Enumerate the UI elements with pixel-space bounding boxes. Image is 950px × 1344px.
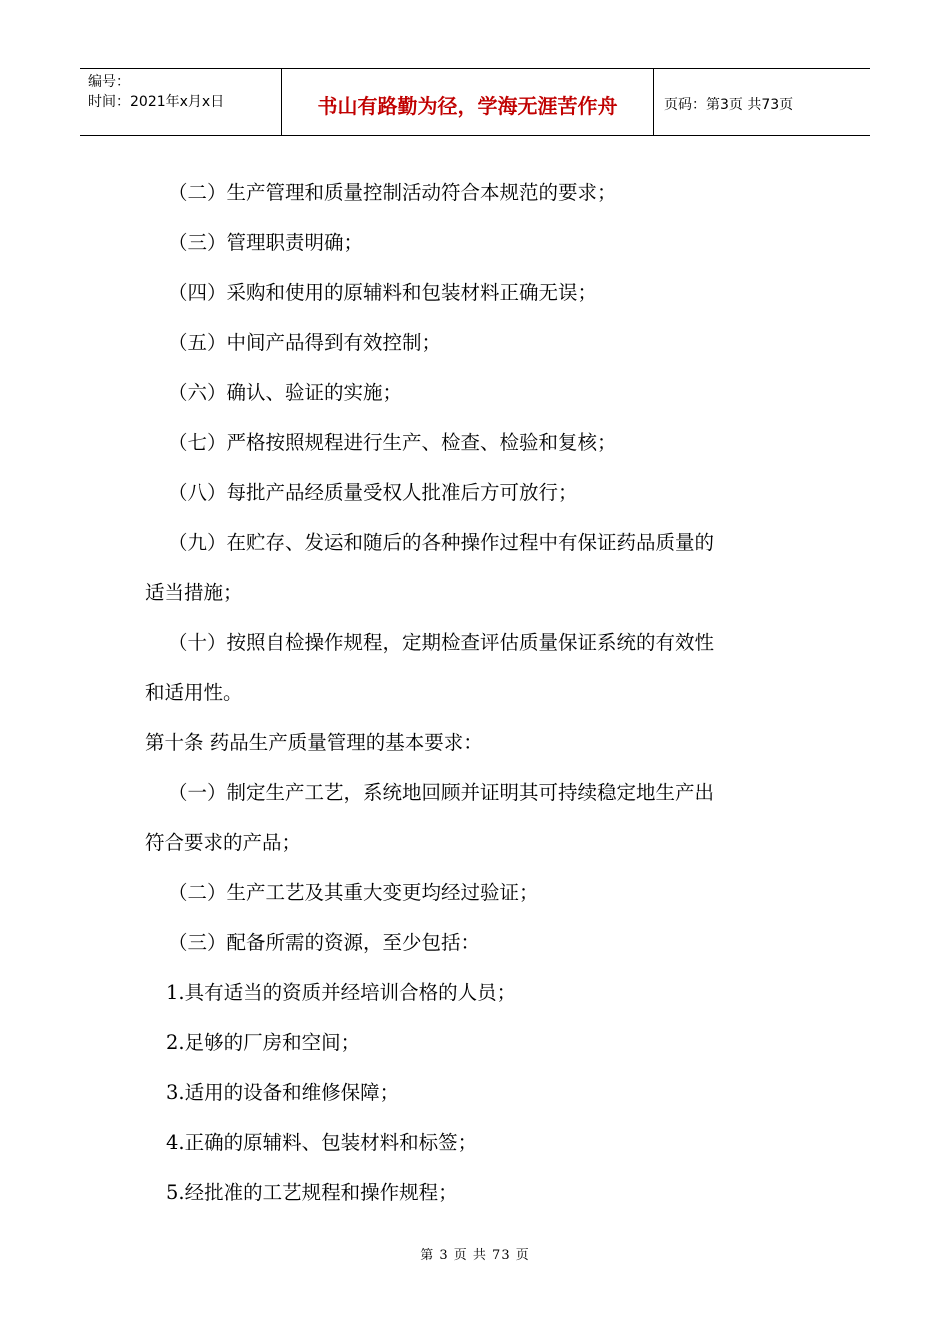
paragraph-line: （一）制定生产工艺，系统地回顾并证明其可持续稳定地生产出 <box>168 781 715 804</box>
list-item: 2.足够的厂房和空间； <box>166 1031 361 1054</box>
paragraph-line: （四）采购和使用的原辅料和包装材料正确无误； <box>168 281 598 304</box>
paragraph-line: （九）在贮存、发运和随后的各种操作过程中有保证药品质量的 <box>168 531 715 554</box>
paragraph-line: 适当措施； <box>145 581 243 604</box>
list-item: 1.具有适当的资质并经培训合格的人员； <box>166 981 517 1004</box>
paragraph-line: （二）生产工艺及其重大变更均经过验证； <box>168 881 539 904</box>
document-number-label: 编号： <box>88 74 130 90</box>
paragraph-line: （六）确认、验证的实施； <box>168 381 403 404</box>
list-item: 4.正确的原辅料、包装材料和标签； <box>166 1131 478 1154</box>
article-heading: 第十条 药品生产质量管理的基本要求： <box>145 731 483 754</box>
paragraph-line: （三）管理职责明确； <box>168 231 364 254</box>
header-meta <box>80 69 282 135</box>
paragraph-line: （七）严格按照规程进行生产、检查、检验和复核； <box>168 431 617 454</box>
page-header <box>80 68 870 136</box>
paragraph-line: 和适用性。 <box>145 681 243 704</box>
header-motto: 书山有路勤为径，学海无涯苦作舟 <box>282 69 654 135</box>
list-item: 5.经批准的工艺规程和操作规程； <box>166 1181 458 1204</box>
paragraph-line: （二）生产管理和质量控制活动符合本规范的要求； <box>168 181 617 204</box>
paragraph-line: （八）每批产品经质量受权人批准后方可放行； <box>168 481 578 504</box>
paragraph-line: （五）中间产品得到有效控制； <box>168 331 442 354</box>
header-page-info: 页码：第3页 共73页 <box>664 97 794 113</box>
document-body <box>145 168 815 1218</box>
paragraph-line: 符合要求的产品； <box>145 831 302 854</box>
page-footer: 第 3 页 共 73 页 <box>420 1248 530 1263</box>
list-item: 3.适用的设备和维修保障； <box>166 1081 400 1104</box>
paragraph-line: （十）按照自检操作规程，定期检查评估质量保证系统的有效性 <box>168 631 715 654</box>
document-date: 时间：2021年x月x日 <box>88 94 225 110</box>
paragraph-line: （三）配备所需的资源，至少包括： <box>168 931 481 954</box>
